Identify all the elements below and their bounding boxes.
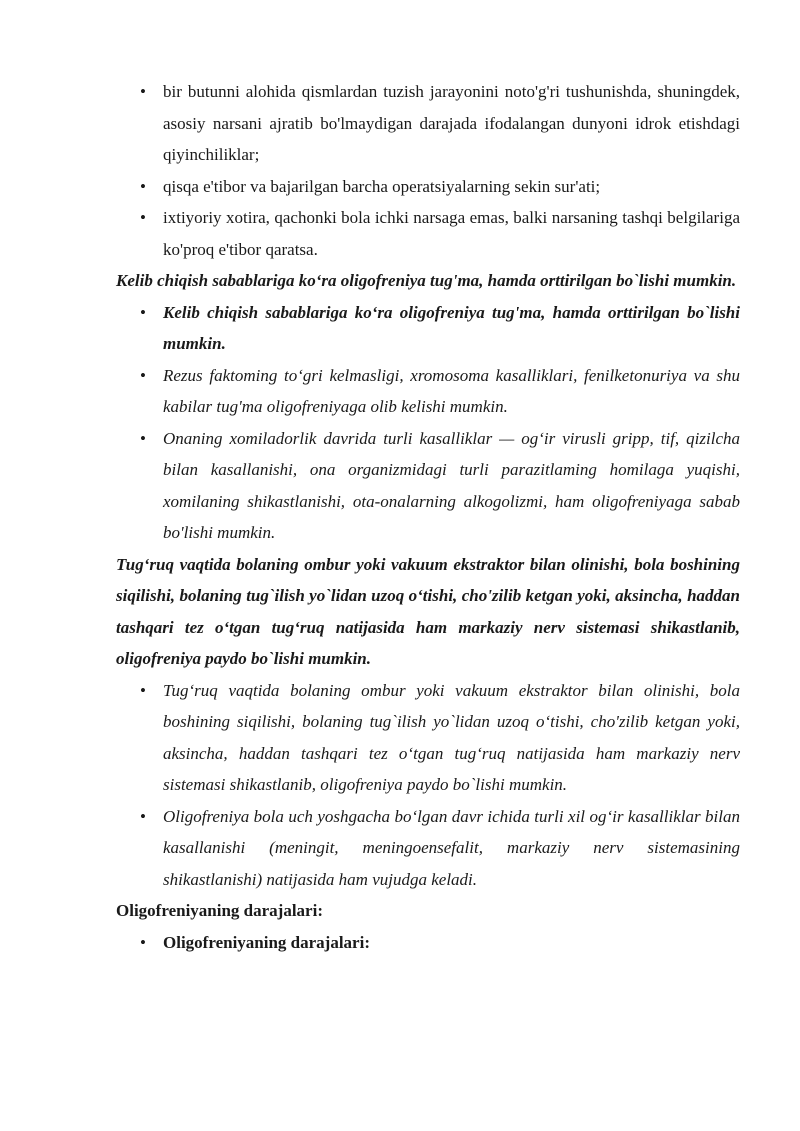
- list-item: [116, 927, 740, 959]
- list-item-text: Onaning xomiladorlik davrida turli kasalliklar — og‘ir virusli gripp, tif, qizilcha bilan kasallanishi, ona organizmidagi turli parazitlaming homilaga yuqishi, xomilaning shikastlanishi, ota-onalarning alkogolizmi, ham oligofreniyaga sabab bo'lishi mumkin.: [163, 428, 740, 542]
- bullet-icon: •: [140, 806, 146, 826]
- bullet-list-acquired: [116, 675, 740, 896]
- paragraph-birth-trauma: Tug‘ruq vaqtida bolaning ombur yoki vakuum ekstraktor bilan olinishi, bola boshining siqilishi, bolaning tug`ilish yo`lidan uzoq o‘tishi, cho'zilib ketgan yoki, aksincha, haddan tashqari tez o‘tgan tug‘ruq natijasida ham markaziy nerv sistemasi shikastlanib, oligofreniya paydo bo`lishi mumkin.: [116, 554, 740, 668]
- list-item: [116, 297, 740, 360]
- bullet-icon: •: [140, 208, 146, 227]
- bullet-icon: •: [140, 932, 146, 952]
- list-item-text: Oligofreniya bola uch yoshgacha bo‘lgan davr ichida turli xil og‘ir kasalliklar bilan kasallanishi (meningit, meningoensefalit, markaziy nerv sistemasining shikastlanishi) natijasida ham vujudga keladi.: [163, 806, 740, 889]
- paragraph-origin-causes: Kelib chiqish sabablariga ko‘ra oligofreniya tug'ma, hamda orttirilgan bo`lishi mumkin.: [116, 271, 737, 290]
- list-item: [116, 675, 740, 801]
- bullet-icon: •: [140, 365, 146, 385]
- list-item: [116, 171, 740, 203]
- list-item: [116, 360, 740, 423]
- list-item-text: bir butunni alohida qismlardan tuzish jarayonini noto'g'ri tushunishda, shuningdek, asosiy narsani ajratib bo'lmaydigan darajada ifodalangan dunyoni idrok etishdagi qiyinchiliklar;: [163, 82, 740, 164]
- bullet-list-degrees: [116, 927, 740, 959]
- bullet-icon: •: [140, 176, 146, 196]
- bullet-icon: •: [140, 302, 146, 322]
- list-item: [116, 801, 740, 896]
- list-item-text: Kelib chiqish sabablariga ko‘ra oligofreniya tug'ma, hamda orttirilgan bo`lishi mumkin.: [163, 302, 740, 353]
- bullet-icon: •: [140, 82, 146, 101]
- list-item-text: Rezus faktoming to‘gri kelmasligi, xromosoma kasalliklari, fenilketonuriya va shu kabilar tug'ma oligofreniyaga olib kelishi mumkin.: [163, 365, 740, 416]
- list-item-text: ixtiyoriy xotira, qachonki bola ichki narsaga emas, balki narsaning tashqi belgilariga ko'proq e'tibor qaratsa.: [163, 208, 740, 259]
- list-item-text: Oligofreniyaning darajalari:: [163, 932, 370, 952]
- bullet-list-congenital: [116, 297, 740, 549]
- list-item-text: Tug‘ruq vaqtida bolaning ombur yoki vakuum ekstraktor bilan olinishi, bola boshining siqilishi, bolaning tug`ilish yo`lidan uzoq o‘tishi, cho'zilib ketgan yoki, aksincha, haddan tashqari tez o‘tgan tug‘ruq natijasida ham markaziy nerv sistemasi shikastlanib, oligofreniya paydo bo`lishi mumkin.: [163, 680, 740, 794]
- bullet-icon: •: [140, 428, 146, 448]
- bullet-list-difficulties: [116, 76, 740, 265]
- list-item-text: qisqa e'tibor va bajarilgan barcha operatsiyalarning sekin sur'ati;: [163, 176, 601, 196]
- bullet-icon: •: [140, 680, 146, 700]
- section-heading: Oligofreniyaning darajalari:: [116, 901, 323, 920]
- list-item: [116, 423, 740, 549]
- list-item: [116, 202, 740, 265]
- list-item: [116, 76, 740, 171]
